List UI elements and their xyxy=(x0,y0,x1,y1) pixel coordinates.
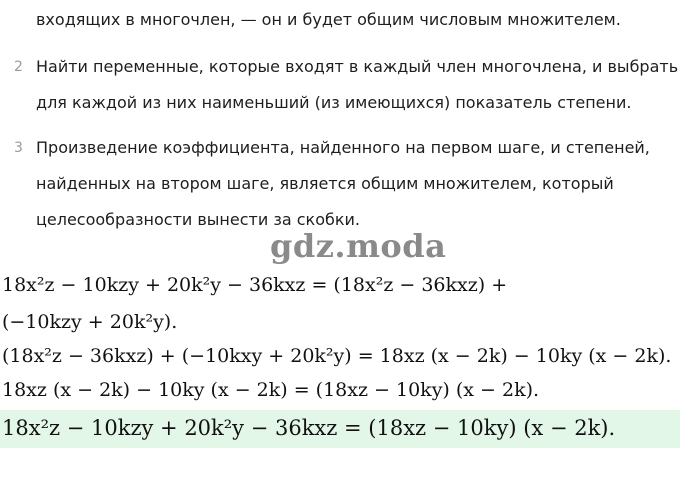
step-3-line-3: целесообразности вынести за скобки. xyxy=(36,210,360,229)
step-1-continuation: входящих в многочлен, — он и будет общим числовым множителем. xyxy=(36,10,621,29)
step-3-line-2: найденных на втором шаге, является общим множителем, который xyxy=(36,174,614,193)
math-equation-1-continued: (−10kzy + 20k²y). xyxy=(2,311,178,333)
step-3-line-1: Произведение коэффициента, найденного на первом шаге, и степеней, xyxy=(36,138,650,157)
math-final-result: 18x²z − 10kzy + 20k²y − 36kxz = (18xz − 10ky) (x − 2k). xyxy=(2,416,616,440)
step-2-line-1: Найти переменные, которые входят в каждый член многочлена, и выбрать xyxy=(36,57,679,76)
step-number-3: 3 xyxy=(14,140,23,156)
math-equation-1: 18x²z − 10kzy + 20k²y − 36kxz = (18x²z − 36kxz) + xyxy=(2,274,508,296)
step-number-2: 2 xyxy=(14,59,23,75)
math-equation-3: 18xz (x − 2k) − 10ky (x − 2k) = (18xz − 10ky) (x − 2k). xyxy=(2,379,540,401)
step-2-line-2: для каждой из них наименьший (из имеющихся) показатель степени. xyxy=(36,93,632,112)
watermark: gdz.moda xyxy=(270,227,447,265)
math-equation-2: (18x²z − 36kxz) + (−10kxy + 20k²y) = 18xz (x − 2k) − 10ky (x − 2k). xyxy=(2,345,672,367)
